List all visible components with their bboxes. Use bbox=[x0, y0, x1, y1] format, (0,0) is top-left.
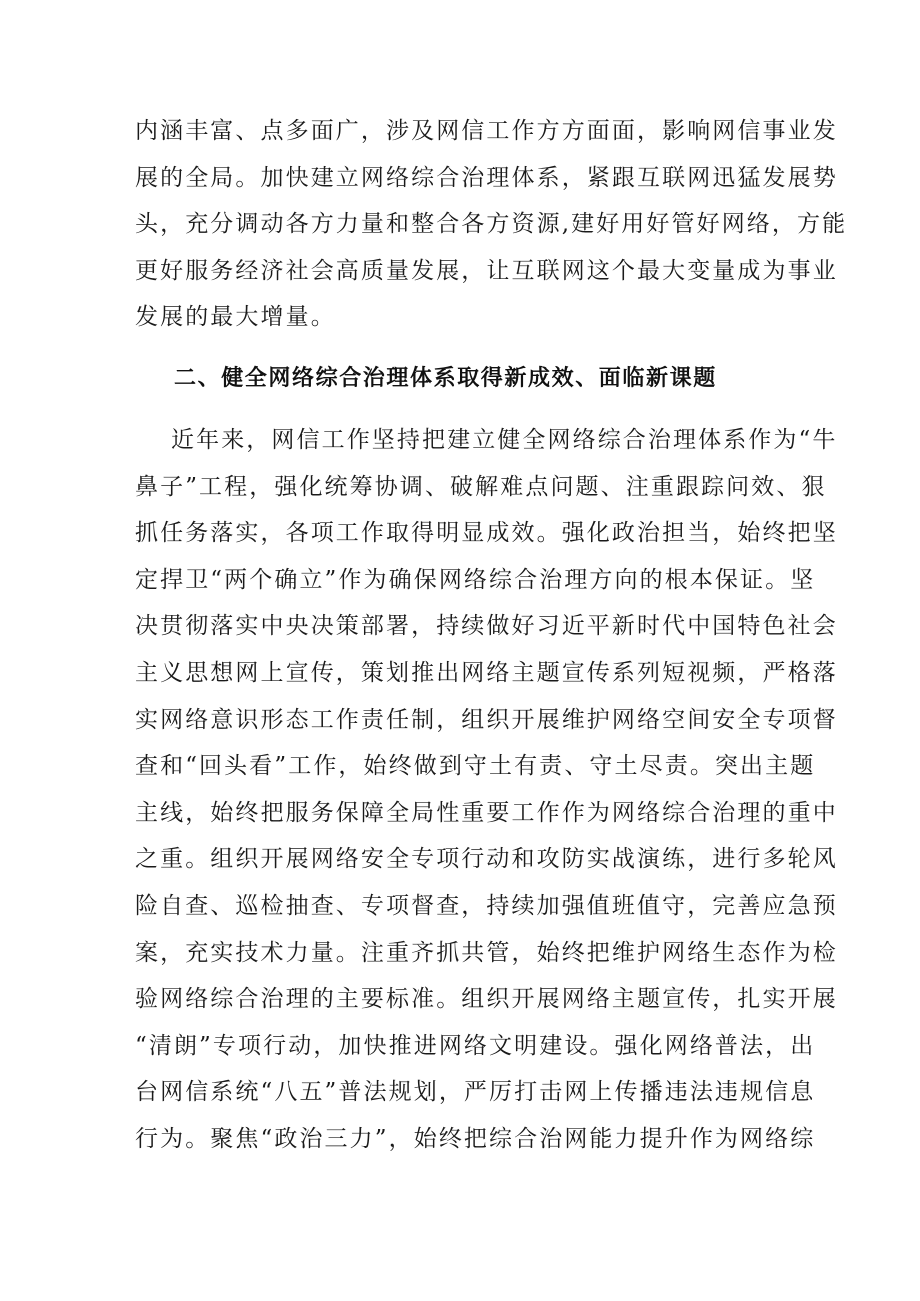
paragraph-line: 鼻子”工程，强化统筹协调、破解难点问题、注重跟踪问效、狠 bbox=[135, 473, 827, 500]
section-heading: 二、健全网络综合治理体系取得新成效、面临新课题 bbox=[174, 366, 717, 391]
paragraph-line: 台网信系统“八五”普法规划，严厉打击网上传播违法违规信息 bbox=[135, 1079, 816, 1106]
paragraph-line: 更好服务经济社会高质量发展，让互联网这个最大变量成为事业 bbox=[135, 257, 838, 284]
paragraph-line: 发展的最大增量。 bbox=[135, 304, 336, 331]
paragraph-line: 展的全局。加快建立网络综合治理体系，紧跟互联网迅猛发展势 bbox=[135, 164, 838, 191]
paragraph-line: 验网络综合治理的主要标准。组织开展网络主题宣传，扎实开展 bbox=[135, 986, 838, 1013]
paragraph-line: 行为。聚焦“政治三力”，始终把综合治网能力提升作为网络综 bbox=[135, 1125, 816, 1152]
paragraph-line: 决贯彻落实中央决策部署，持续做好习近平新时代中国特色社会 bbox=[135, 613, 838, 640]
paragraph-intro bbox=[135, 108, 848, 341]
paragraph-line: 之重。组织开展网络安全专项行动和攻防实战演练，进行多轮风 bbox=[135, 846, 838, 873]
paragraph-line: 近年来，网信工作坚持把建立健全网络综合治理体系作为“牛 bbox=[171, 427, 838, 453]
paragraph-line: 险自查、巡检抽查、专项督查，持续加强值班值守，完善应急预 bbox=[135, 892, 838, 919]
paragraph-line: “清朗”专项行动，加快推进网络文明建设。强化网络普法，出 bbox=[135, 1032, 816, 1059]
paragraph-line: 查和“回头看”工作，始终做到守土有责、守土尽责。突出主题 bbox=[135, 753, 816, 780]
paragraph-line: 内涵丰富、点多面广，涉及网信工作方方面面，影响网信事业发 bbox=[135, 118, 838, 144]
paragraph-line: 案，充实技术力量。注重齐抓共管，始终把维护网络生态作为检 bbox=[135, 939, 838, 966]
paragraph-line: 抓任务落实，各项工作取得明显成效。强化政治担当，始终把坚 bbox=[135, 520, 838, 547]
paragraph-line: 定捍卫“两个确立”作为确保网络综合治理方向的根本保证。坚 bbox=[135, 566, 816, 593]
paragraph-line: 主线，始终把服务保障全局性重要工作作为网络综合治理的重中 bbox=[135, 799, 838, 826]
paragraph-body bbox=[135, 417, 838, 1163]
paragraph-line: 头，充分调动各方力量和整合各方资源,建好用好管好网络，方能 bbox=[135, 211, 848, 238]
paragraph-line: 主义思想网上宣传，策划推出网络主题宣传系列短视频，严格落 bbox=[135, 659, 838, 686]
paragraph-line: 实网络意识形态工作责任制，组织开展维护网络空间安全专项督 bbox=[135, 706, 838, 733]
